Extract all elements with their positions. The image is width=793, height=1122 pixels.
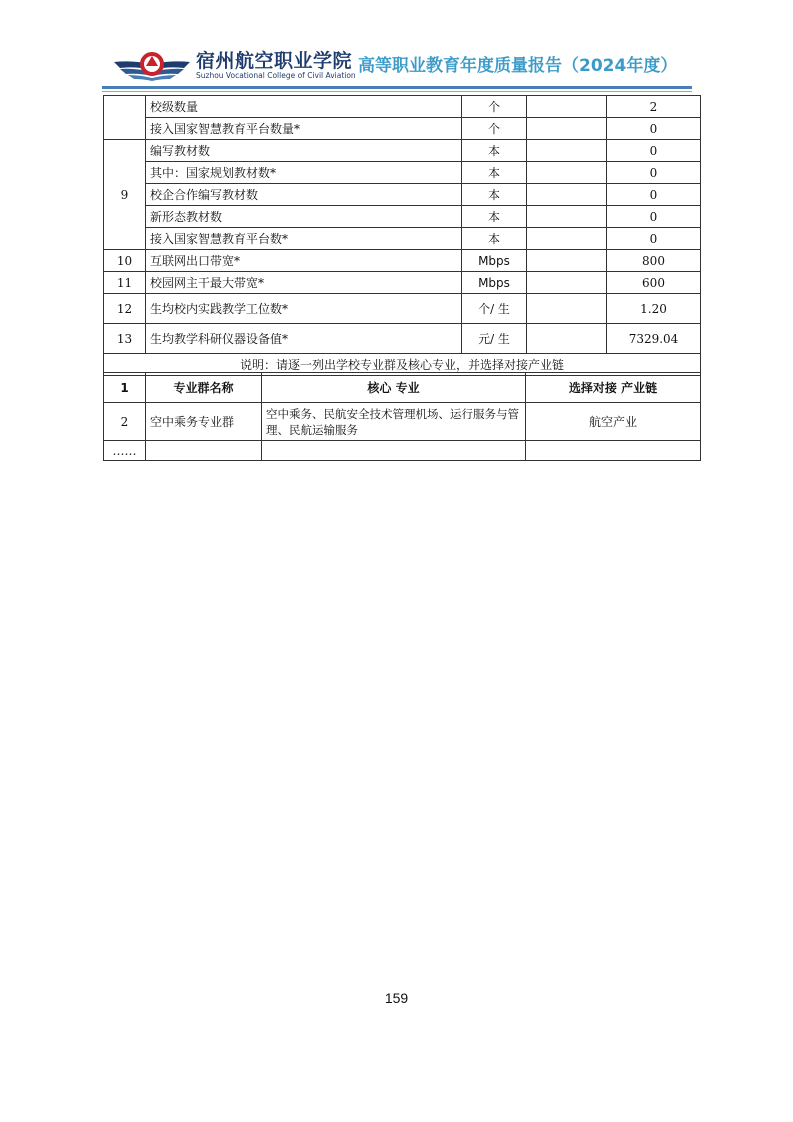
blank-cell <box>527 184 607 206</box>
table-row <box>104 162 701 184</box>
table-row <box>104 228 701 250</box>
item-cell: 互联网出口带宽* <box>146 250 462 272</box>
blank-cell <box>527 324 607 354</box>
value-cell: 0 <box>607 206 701 228</box>
value-cell: 0 <box>607 162 701 184</box>
page-header <box>112 40 697 90</box>
item-cell: 生均教学科研仪器设备值* <box>146 324 462 354</box>
school-name-en: Suzhou Vocational College of Civil Aviation <box>196 71 356 80</box>
blank-cell <box>527 206 607 228</box>
table-row <box>104 324 701 354</box>
unit-cell: 本 <box>462 206 527 228</box>
table-row <box>104 441 701 461</box>
value-cell: 0 <box>607 184 701 206</box>
table-row <box>104 140 701 162</box>
item-cell: 接入国家智慧教育平台数* <box>146 228 462 250</box>
value-cell: 0 <box>607 228 701 250</box>
blank-cell <box>527 250 607 272</box>
item-cell: 新形态教材数 <box>146 206 462 228</box>
header-divider-thin <box>102 91 692 92</box>
header-no: 1 <box>104 373 146 403</box>
header-divider <box>102 86 692 89</box>
item-cell: 校级数量 <box>146 96 462 118</box>
table-row <box>104 272 701 294</box>
value-cell: 0 <box>607 118 701 140</box>
blank-cell <box>527 162 607 184</box>
table-row <box>104 250 701 272</box>
value-cell: 1.20 <box>607 294 701 324</box>
page-number: 159 <box>384 990 409 1006</box>
unit-cell: 本 <box>462 140 527 162</box>
unit-cell: 个 <box>462 118 527 140</box>
blank-cell <box>527 140 607 162</box>
value-cell: 2 <box>607 96 701 118</box>
table-row <box>104 184 701 206</box>
indicator-table <box>103 95 701 376</box>
item-cell: 生均校内实践教学工位数* <box>146 294 462 324</box>
item-cell: 校企合作编写教材数 <box>146 184 462 206</box>
unit-cell: 本 <box>462 162 527 184</box>
blank-cell <box>527 96 607 118</box>
row-number-cell: 10 <box>104 250 146 272</box>
table-header-row <box>104 373 701 403</box>
item-cell: 接入国家智慧教育平台数量* <box>146 118 462 140</box>
unit-cell: Mbps <box>462 272 527 294</box>
header-group: 专业群名称 <box>146 373 262 403</box>
industry-chain-cell: 航空产业 <box>526 403 701 441</box>
value-cell: 600 <box>607 272 701 294</box>
unit-cell: 本 <box>462 228 527 250</box>
row-number-cell: 11 <box>104 272 146 294</box>
unit-cell: 元/ 生 <box>462 324 527 354</box>
note-cell: 说明：请逐一列出学校专业群及核心专业，并选择对接产业链 <box>104 354 701 376</box>
table-row <box>104 96 701 118</box>
row-number-cell: 2 <box>104 403 146 441</box>
blank-cell <box>527 228 607 250</box>
row-number-cell: …… <box>104 441 146 461</box>
college-logo-icon <box>112 44 192 88</box>
table-row <box>104 206 701 228</box>
row-number-cell: 12 <box>104 294 146 324</box>
specialty-group-table <box>103 372 701 461</box>
header-chain: 选择对接 产业链 <box>526 373 701 403</box>
school-name-cn: 宿州航空职业学院 <box>196 50 353 72</box>
blank-cell <box>527 118 607 140</box>
report-title: 高等职业教育年度质量报告（2024年度） <box>358 56 678 76</box>
item-cell: 编写教材数 <box>146 140 462 162</box>
header-core: 核心 专业 <box>262 373 526 403</box>
group-cell <box>146 441 262 461</box>
group-cell: 空中乘务专业群 <box>146 403 262 441</box>
row-number-cell <box>104 96 146 140</box>
table-row <box>104 403 701 441</box>
value-cell: 7329.04 <box>607 324 701 354</box>
item-cell: 其中：国家规划教材数* <box>146 162 462 184</box>
value-cell: 0 <box>607 140 701 162</box>
value-cell: 800 <box>607 250 701 272</box>
core-specialty-cell: 空中乘务、民航安全技术管理机场、运行服务与管理、民航运输服务 <box>262 403 526 441</box>
item-cell: 校园网主干最大带宽* <box>146 272 462 294</box>
blank-cell <box>527 272 607 294</box>
unit-cell: Mbps <box>462 250 527 272</box>
unit-cell: 个 <box>462 96 527 118</box>
unit-cell: 个/ 生 <box>462 294 527 324</box>
blank-cell <box>527 294 607 324</box>
table-row <box>104 294 701 324</box>
row-number-cell: 9 <box>104 140 146 250</box>
industry-chain-cell <box>526 441 701 461</box>
unit-cell: 本 <box>462 184 527 206</box>
row-number-cell: 13 <box>104 324 146 354</box>
core-specialty-cell <box>262 441 526 461</box>
table-row <box>104 118 701 140</box>
